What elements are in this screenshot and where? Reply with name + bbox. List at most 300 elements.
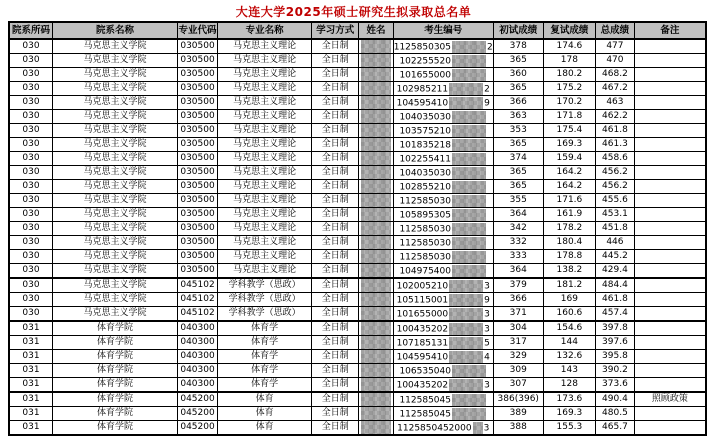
censored-number-block (452, 209, 486, 221)
table-row (9, 68, 706, 82)
cell-remark (634, 54, 706, 68)
cell-total-score: 446 (596, 236, 635, 250)
cell-study-mode: 全日制 (312, 421, 359, 436)
cell-name (359, 278, 394, 293)
candidate-number-suffix: 3 (484, 309, 490, 319)
cell-remark (634, 364, 706, 378)
censored-name-block (361, 54, 391, 67)
candidate-number-prefix: 112585030 (399, 238, 451, 248)
table-row (9, 350, 706, 364)
cell-dept-code: 031 (9, 321, 52, 336)
cell-major-name: 学科教学（思政） (217, 307, 311, 322)
cell-name (359, 378, 394, 393)
cell-major-name: 马克思主义理论 (217, 166, 311, 180)
cell-retest-score: 154.6 (543, 321, 595, 336)
cell-initial-score: 309 (493, 364, 543, 378)
censored-number-block (452, 223, 486, 235)
cell-major-code: 030500 (178, 39, 218, 54)
candidate-number-prefix: 101655000 (396, 309, 449, 319)
cell-retest-score: 159.4 (543, 152, 595, 166)
cell-initial-score: 389 (493, 407, 543, 421)
cell-candidate-no (393, 222, 493, 236)
cell-candidate-no (393, 421, 493, 436)
censored-number-block (452, 125, 486, 137)
censored-name-block (361, 236, 391, 249)
cell-total-score: 390.2 (596, 364, 635, 378)
cell-initial-score: 353 (493, 124, 543, 138)
table-row (9, 321, 706, 336)
cell-study-mode: 全日制 (312, 407, 359, 421)
cell-major-name: 体育 (217, 392, 311, 407)
cell-name (359, 293, 394, 307)
cell-candidate-no (393, 264, 493, 279)
cell-remark (634, 96, 706, 110)
cell-retest-score: 128 (543, 378, 595, 393)
cell-initial-score: 329 (493, 350, 543, 364)
cell-dept-code: 031 (9, 364, 52, 378)
cell-candidate-no (393, 208, 493, 222)
candidate-number-prefix: 101835218 (399, 140, 451, 150)
cell-dept-code: 031 (9, 421, 52, 436)
cell-initial-score: 365 (493, 180, 543, 194)
cell-total-score: 453.1 (596, 208, 635, 222)
candidate-number-prefix: 112585045 (399, 395, 451, 405)
censored-name-block (361, 393, 391, 406)
cell-candidate-no (393, 96, 493, 110)
table-row (9, 278, 706, 293)
cell-remark (634, 68, 706, 82)
cell-remark (634, 378, 706, 393)
table-header-row (9, 22, 706, 39)
censored-name-block (361, 336, 391, 349)
cell-retest-score: 144 (543, 336, 595, 350)
cell-dept-code: 030 (9, 250, 52, 264)
censored-name-block (361, 68, 391, 81)
cell-study-mode: 全日制 (312, 68, 359, 82)
censored-name-block (361, 166, 391, 179)
censored-number-block (449, 280, 483, 292)
table-row (9, 138, 706, 152)
cell-dept-code: 030 (9, 278, 52, 293)
cell-major-code: 045102 (178, 293, 218, 307)
cell-total-score: 395.8 (596, 350, 635, 364)
cell-name (359, 39, 394, 54)
cell-dept-name: 体育学院 (52, 421, 177, 436)
cell-dept-name: 马克思主义学院 (52, 96, 177, 110)
candidate-number-prefix: 104975400 (399, 266, 451, 276)
cell-remark (634, 152, 706, 166)
cell-remark (634, 250, 706, 264)
column-header-dept-code: 院系所码 (9, 22, 52, 39)
censored-number-block (452, 237, 486, 249)
cell-major-code: 030500 (178, 264, 218, 279)
cell-name (359, 152, 394, 166)
table-row (9, 110, 706, 124)
cell-candidate-no (393, 321, 493, 336)
cell-dept-name: 马克思主义学院 (52, 264, 177, 279)
cell-candidate-no (393, 166, 493, 180)
table-row (9, 82, 706, 96)
cell-retest-score: 175.4 (543, 124, 595, 138)
cell-dept-name: 马克思主义学院 (52, 68, 177, 82)
cell-dept-name: 马克思主义学院 (52, 124, 177, 138)
cell-candidate-no (393, 110, 493, 124)
cell-remark (634, 166, 706, 180)
cell-total-score: 480.5 (596, 407, 635, 421)
table-row (9, 421, 706, 436)
cell-study-mode: 全日制 (312, 152, 359, 166)
cell-major-name: 体育学 (217, 364, 311, 378)
cell-initial-score: 365 (493, 166, 543, 180)
cell-major-name: 马克思主义理论 (217, 138, 311, 152)
cell-total-score: 456.2 (596, 180, 635, 194)
cell-remark (634, 194, 706, 208)
cell-major-name: 马克思主义理论 (217, 96, 311, 110)
censored-name-block (361, 264, 391, 277)
candidate-number-suffix: 2 (487, 42, 493, 52)
cell-candidate-no (393, 350, 493, 364)
cell-major-name: 马克思主义理论 (217, 110, 311, 124)
cell-initial-score: 374 (493, 152, 543, 166)
cell-dept-code: 030 (9, 222, 52, 236)
cell-name (359, 194, 394, 208)
cell-initial-score: 386(396) (493, 392, 543, 407)
cell-major-name: 马克思主义理论 (217, 222, 311, 236)
cell-remark (634, 236, 706, 250)
cell-study-mode: 全日制 (312, 54, 359, 68)
cell-retest-score: 169.3 (543, 407, 595, 421)
cell-dept-name: 马克思主义学院 (52, 138, 177, 152)
cell-study-mode: 全日制 (312, 321, 359, 336)
cell-name (359, 54, 394, 68)
cell-major-code: 030500 (178, 54, 218, 68)
cell-total-score: 467.2 (596, 82, 635, 96)
cell-major-name: 马克思主义理论 (217, 236, 311, 250)
cell-candidate-no (393, 378, 493, 393)
cell-dept-name: 体育学院 (52, 378, 177, 393)
cell-remark (634, 39, 706, 54)
censored-name-block (361, 407, 391, 420)
cell-retest-score: 181.2 (543, 278, 595, 293)
cell-retest-score: 155.3 (543, 421, 595, 436)
cell-dept-name: 马克思主义学院 (52, 278, 177, 293)
cell-major-name: 学科教学（思政） (217, 293, 311, 307)
censored-name-block (361, 110, 391, 123)
cell-candidate-no (393, 39, 493, 54)
censored-name-block (361, 293, 391, 306)
candidate-number-prefix: 102985211 (396, 84, 449, 94)
cell-dept-code: 030 (9, 39, 52, 54)
censored-number-block (452, 139, 486, 151)
cell-total-score: 490.4 (596, 392, 635, 407)
censored-name-block (361, 180, 391, 193)
cell-candidate-no (393, 124, 493, 138)
censored-number-block (449, 294, 483, 306)
candidate-number-suffix: 9 (484, 98, 490, 108)
cell-study-mode: 全日制 (312, 208, 359, 222)
cell-study-mode: 全日制 (312, 293, 359, 307)
cell-major-code: 030500 (178, 166, 218, 180)
candidate-number-prefix: 103575210 (399, 126, 451, 136)
cell-major-name: 体育 (217, 407, 311, 421)
cell-major-name: 体育学 (217, 336, 311, 350)
cell-major-name: 体育学 (217, 350, 311, 364)
cell-study-mode: 全日制 (312, 166, 359, 180)
cell-major-name: 马克思主义理论 (217, 194, 311, 208)
cell-candidate-no (393, 278, 493, 293)
cell-name (359, 350, 394, 364)
cell-major-name: 体育 (217, 421, 311, 436)
candidate-number-prefix: 107185131 (396, 338, 449, 348)
censored-name-block (361, 96, 391, 109)
cell-dept-code: 030 (9, 293, 52, 307)
censored-number-block (449, 308, 483, 320)
cell-candidate-no (393, 152, 493, 166)
cell-remark (634, 278, 706, 293)
table-row (9, 222, 706, 236)
censored-number-block (452, 195, 486, 207)
cell-retest-score: 178.8 (543, 250, 595, 264)
table-row (9, 96, 706, 110)
cell-major-code: 030500 (178, 194, 218, 208)
cell-dept-code: 030 (9, 110, 52, 124)
censored-number-block (452, 265, 486, 277)
cell-total-score: 455.6 (596, 194, 635, 208)
cell-name (359, 392, 394, 407)
censored-name-block (361, 222, 391, 235)
cell-initial-score: 365 (493, 82, 543, 96)
column-header-initial-score: 初试成绩 (493, 22, 543, 39)
censored-number-block (452, 41, 486, 53)
cell-name (359, 110, 394, 124)
cell-dept-name: 马克思主义学院 (52, 307, 177, 322)
cell-remark (634, 124, 706, 138)
censored-name-block (361, 250, 391, 263)
cell-initial-score: 317 (493, 336, 543, 350)
cell-dept-code: 030 (9, 236, 52, 250)
table-row (9, 54, 706, 68)
cell-study-mode: 全日制 (312, 180, 359, 194)
candidate-number-prefix: 100435202 (396, 324, 449, 334)
cell-candidate-no (393, 194, 493, 208)
cell-dept-name: 体育学院 (52, 392, 177, 407)
cell-dept-name: 体育学院 (52, 364, 177, 378)
candidate-number-prefix: 104595410 (396, 352, 449, 362)
cell-retest-score: 160.6 (543, 307, 595, 322)
cell-total-score: 458.6 (596, 152, 635, 166)
cell-major-code: 030500 (178, 82, 218, 96)
cell-dept-code: 030 (9, 166, 52, 180)
cell-initial-score: 364 (493, 208, 543, 222)
cell-study-mode: 全日制 (312, 110, 359, 124)
cell-dept-code: 030 (9, 180, 52, 194)
cell-major-name: 体育学 (217, 321, 311, 336)
cell-name (359, 180, 394, 194)
cell-remark (634, 421, 706, 436)
admission-table (8, 21, 707, 436)
cell-initial-score: 366 (493, 96, 543, 110)
candidate-number-prefix: 102255520 (399, 56, 451, 66)
cell-total-score: 484.4 (596, 278, 635, 293)
censored-number-block (449, 379, 483, 391)
censored-name-block (361, 378, 391, 391)
cell-initial-score: 355 (493, 194, 543, 208)
table-row (9, 166, 706, 180)
cell-major-code: 030500 (178, 222, 218, 236)
cell-name (359, 222, 394, 236)
cell-candidate-no (393, 250, 493, 264)
cell-major-name: 马克思主义理论 (217, 264, 311, 279)
cell-study-mode: 全日制 (312, 264, 359, 279)
column-header-total-score: 总成绩 (596, 22, 635, 39)
cell-dept-name: 马克思主义学院 (52, 180, 177, 194)
cell-initial-score: 333 (493, 250, 543, 264)
cell-major-code: 040300 (178, 350, 218, 364)
cell-major-name: 马克思主义理论 (217, 250, 311, 264)
cell-dept-name: 马克思主义学院 (52, 222, 177, 236)
cell-major-name: 马克思主义理论 (217, 152, 311, 166)
cell-major-code: 030500 (178, 138, 218, 152)
cell-initial-score: 342 (493, 222, 543, 236)
cell-major-name: 马克思主义理论 (217, 180, 311, 194)
candidate-number-suffix: 2 (484, 84, 490, 94)
candidate-number-prefix: 100435202 (396, 380, 449, 390)
cell-name (359, 68, 394, 82)
cell-dept-name: 马克思主义学院 (52, 236, 177, 250)
cell-dept-name: 体育学院 (52, 336, 177, 350)
cell-major-code: 030500 (178, 96, 218, 110)
table-row (9, 152, 706, 166)
column-header-candidate-no: 考生编号 (393, 22, 493, 39)
cell-initial-score: 366 (493, 293, 543, 307)
cell-dept-code: 031 (9, 350, 52, 364)
cell-major-code: 030500 (178, 152, 218, 166)
cell-dept-name: 体育学院 (52, 321, 177, 336)
table-row (9, 208, 706, 222)
cell-dept-name: 马克思主义学院 (52, 194, 177, 208)
candidate-number-prefix: 112585030 (399, 196, 451, 206)
cell-candidate-no (393, 68, 493, 82)
candidate-number-prefix: 106535040 (399, 366, 451, 376)
censored-number-block (449, 351, 483, 363)
candidate-number-suffix: 3 (483, 423, 490, 433)
cell-dept-code: 030 (9, 307, 52, 322)
cell-study-mode: 全日制 (312, 378, 359, 393)
cell-name (359, 321, 394, 336)
table-row (9, 307, 706, 322)
cell-major-code: 030500 (178, 250, 218, 264)
table-row (9, 39, 706, 54)
cell-retest-score: 173.6 (543, 392, 595, 407)
cell-initial-score: 379 (493, 278, 543, 293)
column-header-major-code: 专业代码 (178, 22, 218, 39)
cell-retest-score: 132.6 (543, 350, 595, 364)
cell-initial-score: 332 (493, 236, 543, 250)
cell-retest-score: 178 (543, 54, 595, 68)
candidate-number-suffix: 5 (484, 338, 490, 348)
column-header-remark: 备注 (634, 22, 706, 39)
candidate-number-suffix: 3 (484, 281, 490, 291)
cell-study-mode: 全日制 (312, 250, 359, 264)
cell-retest-score: 171.8 (543, 110, 595, 124)
cell-total-score: 397.8 (596, 321, 635, 336)
cell-dept-name: 马克思主义学院 (52, 82, 177, 96)
cell-major-code: 030500 (178, 110, 218, 124)
cell-dept-name: 马克思主义学院 (52, 152, 177, 166)
cell-major-name: 马克思主义理论 (217, 124, 311, 138)
cell-remark (634, 350, 706, 364)
cell-major-code: 040300 (178, 364, 218, 378)
cell-remark (634, 264, 706, 279)
cell-retest-score: 170.2 (543, 96, 595, 110)
censored-name-block (361, 152, 391, 165)
candidate-number-prefix: 105115001 (396, 295, 449, 305)
cell-dept-code: 030 (9, 124, 52, 138)
cell-name (359, 264, 394, 279)
cell-remark (634, 307, 706, 322)
censored-number-block (452, 394, 486, 406)
cell-remark (634, 336, 706, 350)
cell-retest-score: 175.2 (543, 82, 595, 96)
cell-major-name: 马克思主义理论 (217, 39, 311, 54)
cell-retest-score: 178.2 (543, 222, 595, 236)
page-title: 大连大学2025年硕士研究生拟录取总名单 (235, 5, 472, 19)
cell-total-score: 461.8 (596, 293, 635, 307)
cell-major-code: 030500 (178, 124, 218, 138)
cell-total-score: 451.8 (596, 222, 635, 236)
table-row (9, 378, 706, 393)
cell-total-score: 456.2 (596, 166, 635, 180)
cell-candidate-no (393, 293, 493, 307)
cell-name (359, 166, 394, 180)
cell-total-score: 397.6 (596, 336, 635, 350)
cell-study-mode: 全日制 (312, 392, 359, 407)
cell-study-mode: 全日制 (312, 39, 359, 54)
cell-study-mode: 全日制 (312, 82, 359, 96)
cell-major-name: 马克思主义理论 (217, 208, 311, 222)
cell-dept-code: 030 (9, 68, 52, 82)
cell-study-mode: 全日制 (312, 336, 359, 350)
cell-study-mode: 全日制 (312, 138, 359, 152)
candidate-number-prefix: 102005210 (396, 281, 449, 291)
candidate-number-suffix: 4 (484, 352, 490, 362)
cell-total-score: 462.2 (596, 110, 635, 124)
cell-dept-code: 031 (9, 407, 52, 421)
cell-total-score: 465.7 (596, 421, 635, 436)
cell-major-name: 体育学 (217, 378, 311, 393)
cell-dept-name: 马克思主义学院 (52, 250, 177, 264)
cell-retest-score: 180.4 (543, 236, 595, 250)
cell-initial-score: 365 (493, 138, 543, 152)
cell-major-name: 学科教学（思政） (217, 278, 311, 293)
candidate-number-prefix: 112585030 (399, 224, 451, 234)
cell-major-code: 030500 (178, 208, 218, 222)
cell-study-mode: 全日制 (312, 222, 359, 236)
cell-study-mode: 全日制 (312, 236, 359, 250)
cell-total-score: 445.2 (596, 250, 635, 264)
cell-remark (634, 407, 706, 421)
cell-name (359, 82, 394, 96)
candidate-number-prefix: 104035030 (399, 168, 451, 178)
cell-retest-score: 138.2 (543, 264, 595, 279)
cell-candidate-no (393, 138, 493, 152)
cell-dept-code: 030 (9, 138, 52, 152)
cell-dept-code: 031 (9, 378, 52, 393)
cell-dept-code: 030 (9, 82, 52, 96)
cell-remark (634, 321, 706, 336)
cell-retest-score: 169.3 (543, 138, 595, 152)
cell-total-score: 477 (596, 39, 635, 54)
